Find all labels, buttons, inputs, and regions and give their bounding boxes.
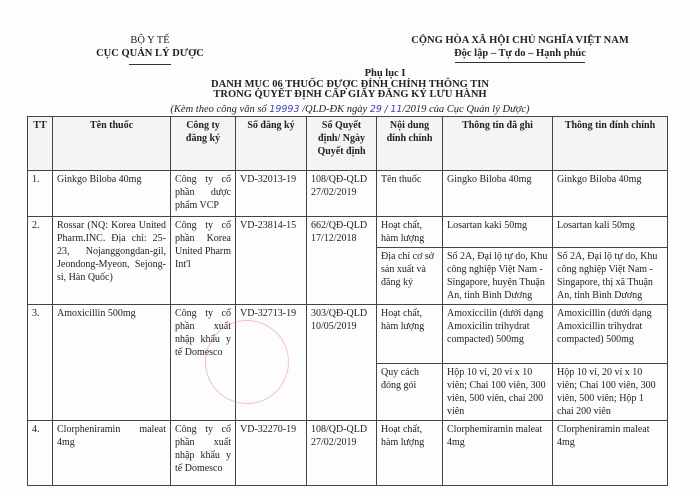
corrected-field: Hoạt chất, hàm lượng bbox=[377, 305, 443, 364]
corrected-field: Hoạt chất, hàm lượng bbox=[377, 217, 443, 248]
reg-no: VD-32713-19 bbox=[236, 305, 307, 421]
new-info: Hộp 10 vỉ, 20 vỉ x 10 viên; Chai 100 viên, 300 viên, 500 viên; Hộp 1 chai 200 viên bbox=[553, 364, 668, 421]
drug-name: Ginkgo Biloba 40mg bbox=[53, 171, 171, 217]
old-info: Clorphemiramin maleat 4mg bbox=[443, 421, 553, 486]
row-number: 2. bbox=[28, 217, 53, 305]
handwritten-day: 29 bbox=[369, 104, 382, 115]
new-info: Ginkgo Biloba 40mg bbox=[553, 171, 668, 217]
decision: 662/QĐ-QLD 17/12/2018 bbox=[307, 217, 377, 305]
header-old-info: Thông tin đã ghi bbox=[443, 117, 553, 171]
new-info: Amoxicillin (dưới dạng Amoxicillin trihydrat compacted) 500mg bbox=[553, 305, 668, 364]
table-row bbox=[28, 217, 668, 248]
table-header-row bbox=[28, 117, 668, 171]
motto-divider bbox=[455, 62, 585, 63]
row-number: 1. bbox=[28, 171, 53, 217]
issuer-header bbox=[60, 34, 240, 65]
subtitle-text-1: (Kèm theo công văn số bbox=[170, 104, 267, 115]
corrected-field: Tên thuốc bbox=[377, 171, 443, 217]
header-company: Công ty đăng ký bbox=[171, 117, 236, 171]
corrected-field: Địa chỉ cơ sở sản xuất và đăng ký bbox=[377, 248, 443, 305]
corrected-field: Hoạt chất, hàm lượng bbox=[377, 421, 443, 486]
document-subtitle bbox=[0, 104, 700, 116]
decision: 108/QD-QLD 27/02/2019 bbox=[307, 421, 377, 486]
old-info: Số 2A, Đại lộ tự do, Khu công nghiệp Việt Nam - Singapore, huyện Thuận An, tỉnh Bình Dương bbox=[443, 248, 553, 305]
new-info: Losartan kali 50mg bbox=[553, 217, 668, 248]
table-row bbox=[28, 171, 668, 217]
national-motto: Độc lập – Tự do – Hạnh phúc bbox=[454, 48, 586, 59]
reg-no: VD-23814-15 bbox=[236, 217, 307, 305]
header-reg-no: Số đăng ký bbox=[236, 117, 307, 171]
drug-name: Clorpheniramin maleat 4mg bbox=[53, 421, 171, 486]
new-info: Số 2A, Đại lộ tự do, Khu công nghiệp Việt Nam - Singapore, thị xã Thuận An, tỉnh Bình Dương bbox=[553, 248, 668, 305]
correction-table bbox=[27, 116, 668, 486]
drug-name: Rossar (NQ: Korea United Pharm.INC. Địa chỉ: 25-23, Nojanggongdan-gil, Jeondong-Myeon, Sejong-si, Hàn Quốc) bbox=[53, 217, 171, 305]
header-field: Nội dung đính chính bbox=[377, 117, 443, 171]
title-line-1: DANH MỤC 06 THUỐC ĐƯỢC ĐÍNH CHÍNH THÔNG TIN bbox=[211, 78, 489, 90]
old-info: Hộp 10 vỉ, 20 vỉ x 10 viên; Chai 100 viên, 300 viên, 500 viên, chai 200 viên bbox=[443, 364, 553, 421]
company: Công ty cổ phần xuất nhập khẩu y tế Domesco bbox=[171, 421, 236, 486]
department-name: CỤC QUẢN LÝ DƯỢC bbox=[96, 48, 204, 59]
company: Công ty cổ phần Korea United Pharm Int'l bbox=[171, 217, 236, 305]
drug-name: Amoxicillin 500mg bbox=[53, 305, 171, 421]
table-row bbox=[28, 305, 668, 364]
company: Công ty cổ phần xuất nhập khẩu y tế Domesco bbox=[171, 305, 236, 421]
header-drug-name: Tên thuốc bbox=[53, 117, 171, 171]
decision: 108/QĐ-QLD 27/02/2019 bbox=[307, 171, 377, 217]
header-divider bbox=[129, 64, 171, 65]
appendix-label: Phụ lục I bbox=[364, 68, 406, 79]
header-decision: Số Quyết định/ Ngày Quyết định bbox=[307, 117, 377, 171]
country-name: CỘNG HÒA XÃ HỘI CHỦ NGHĨA VIỆT NAM bbox=[411, 35, 629, 46]
decision: 303/QĐ-QLD 10/05/2019 bbox=[307, 305, 377, 421]
row-number: 4. bbox=[28, 421, 53, 486]
table-row bbox=[28, 421, 668, 486]
document-title bbox=[0, 69, 700, 101]
old-info: Losartan kaki 50mg bbox=[443, 217, 553, 248]
subtitle-text-3: /2019 của Cục Quản lý Dược) bbox=[402, 104, 530, 115]
corrected-field: Quy cách đóng gói bbox=[377, 364, 443, 421]
reg-no: VD-32270-19 bbox=[236, 421, 307, 486]
row-number: 3. bbox=[28, 305, 53, 421]
company: Công ty cổ phần dược phẩm VCP bbox=[171, 171, 236, 217]
ministry-name: BỘ Y TẾ bbox=[130, 35, 170, 46]
title-line-2: TRONG QUYẾT ĐỊNH CẤP GIẤY ĐĂNG KÝ LƯU HÀNH bbox=[213, 89, 487, 100]
header-new-info: Thông tin đính chính bbox=[553, 117, 668, 171]
date-separator: / bbox=[384, 104, 388, 115]
header-tt: TT bbox=[28, 117, 53, 171]
reg-no: VD-32013-19 bbox=[236, 171, 307, 217]
handwritten-month: 11 bbox=[390, 104, 403, 115]
old-info: Gingko Biloba 40mg bbox=[443, 171, 553, 217]
new-info: Clorpheniramin maleat 4mg bbox=[553, 421, 668, 486]
handwritten-doc-number: 19993 bbox=[269, 104, 300, 115]
old-info: Amoxiccilin (dưới dạng Amoxicilin trihydrat compacted) 500mg bbox=[443, 305, 553, 364]
subtitle-text-2: /QLD-ĐK ngày bbox=[302, 104, 368, 115]
national-header bbox=[370, 34, 670, 63]
